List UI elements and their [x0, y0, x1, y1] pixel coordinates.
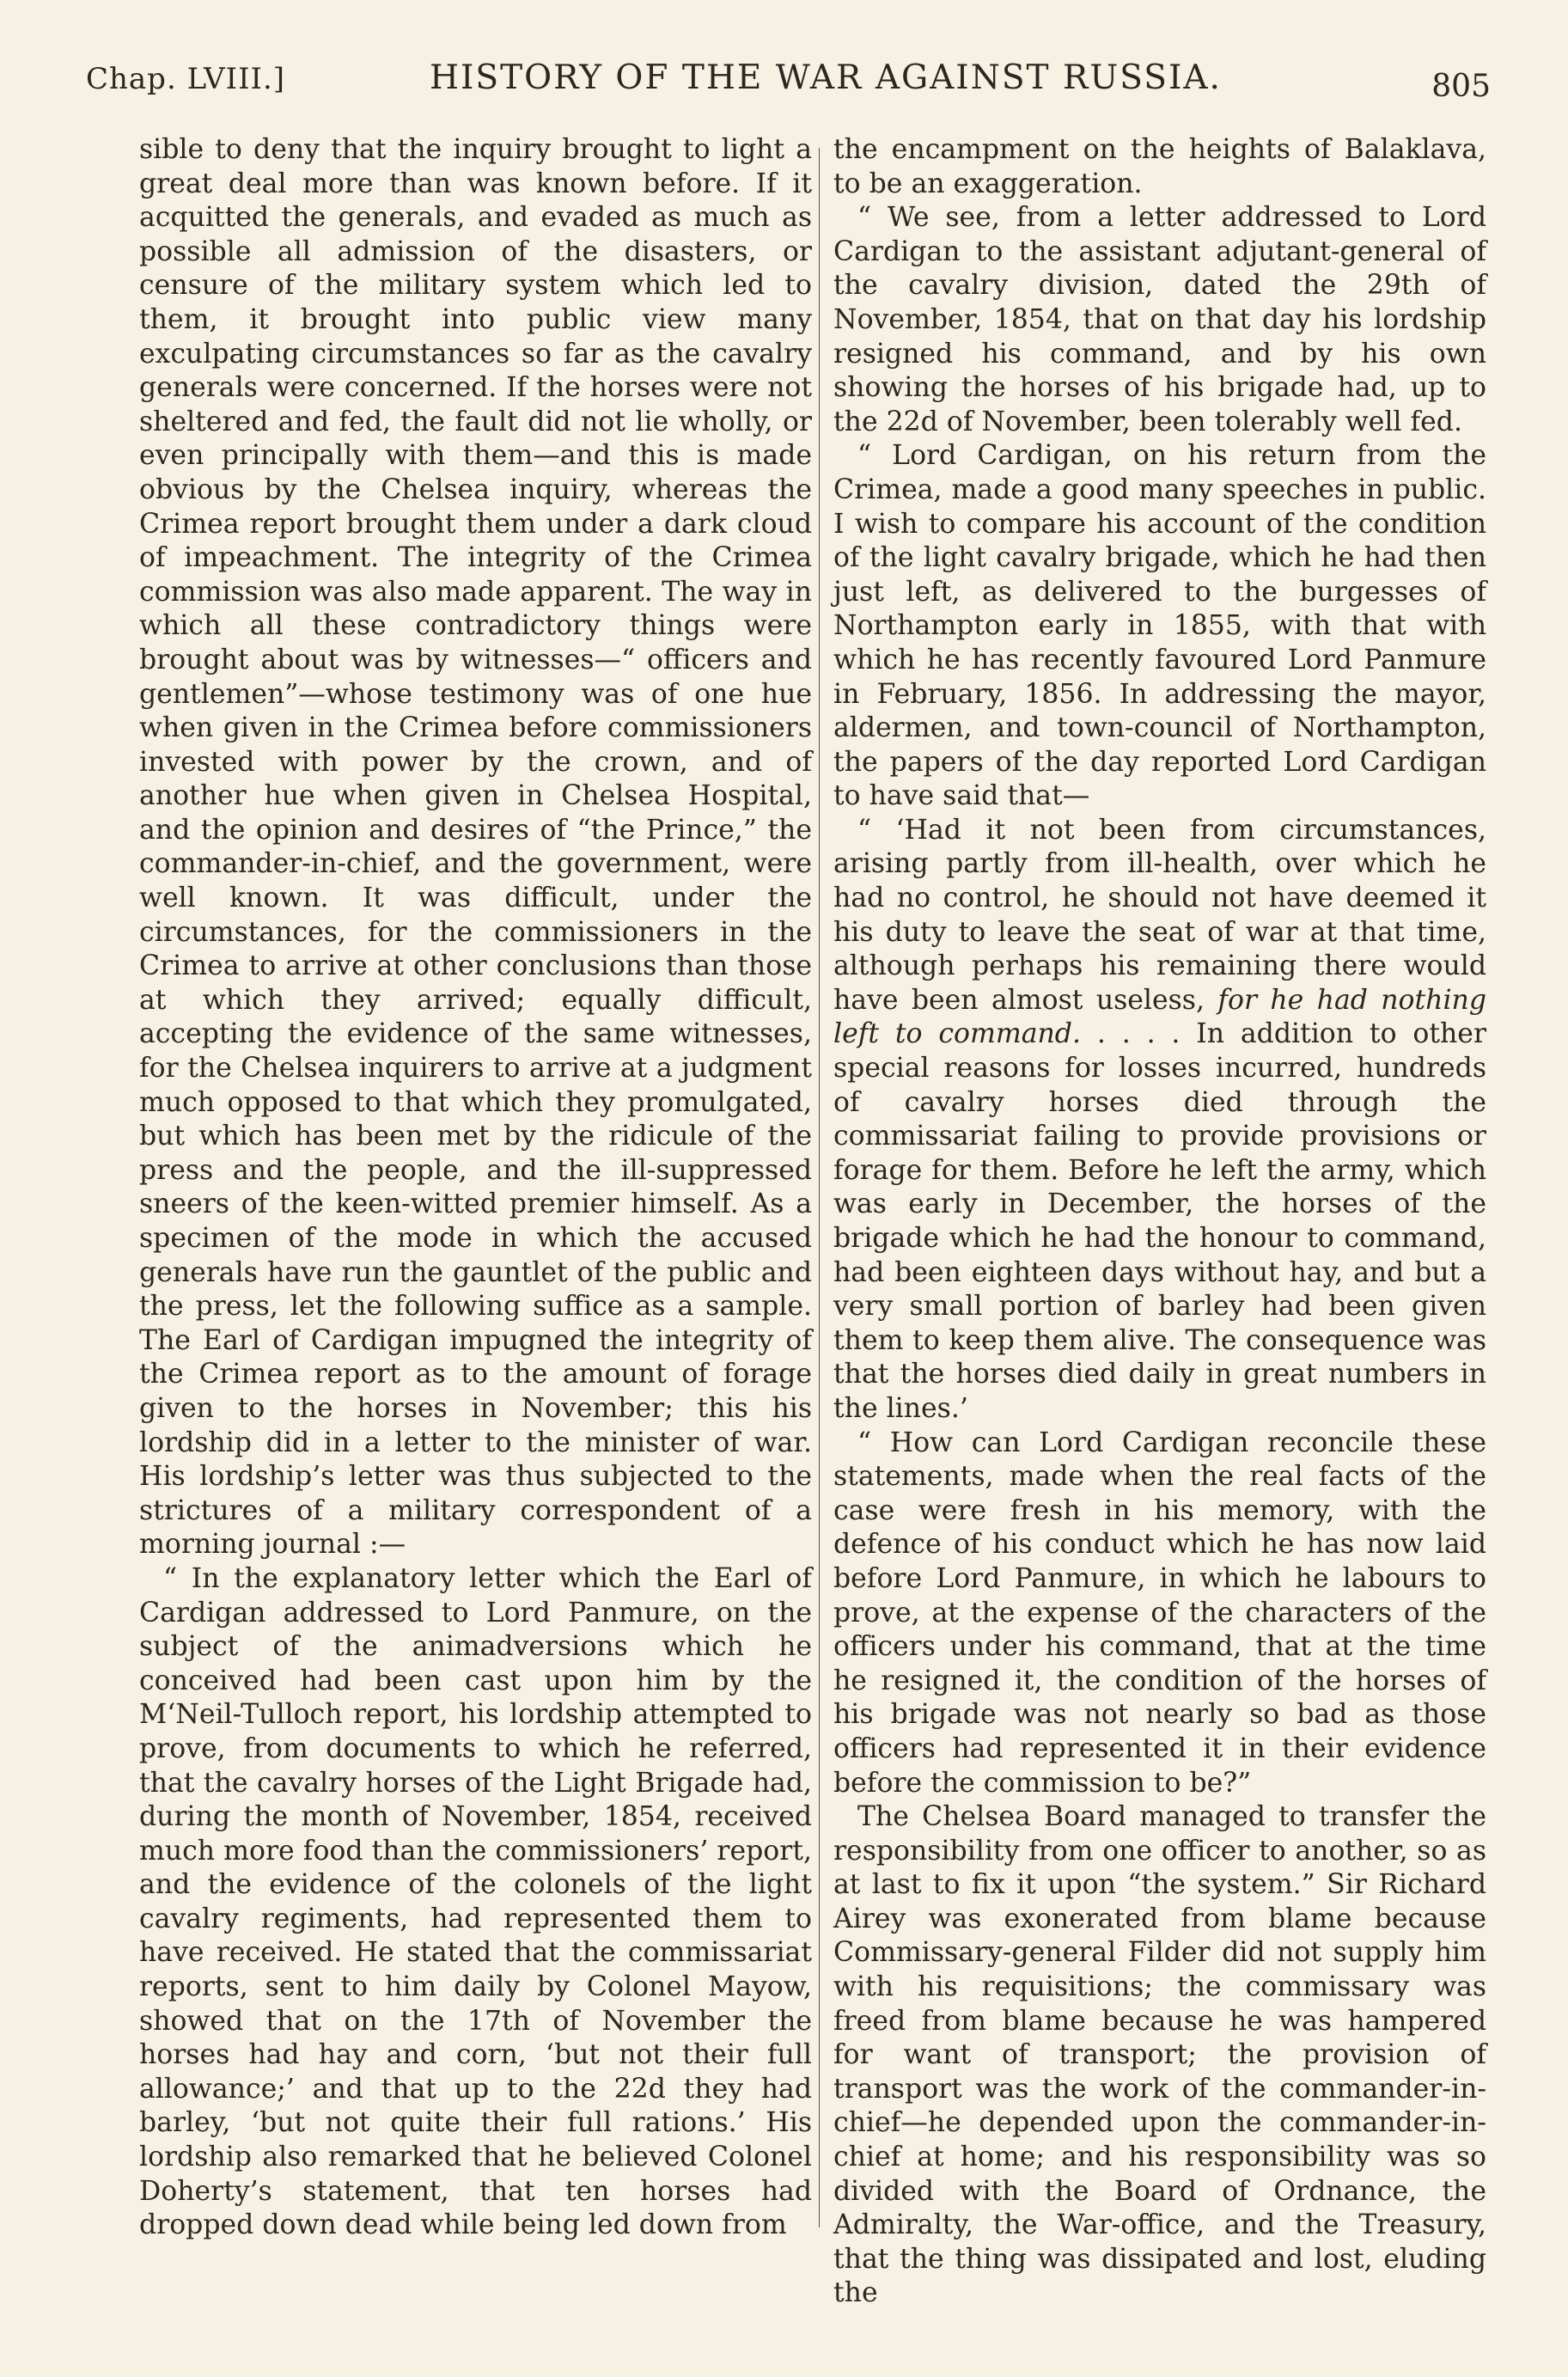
paragraph: the encampment on the heights of Balaklava, to be an exaggeration.	[833, 134, 1486, 199]
chapter-label: Chap. LVIII.]	[86, 62, 286, 96]
paragraph: “ In the explanatory letter which the Earl of Cardigan addressed to Lord Panmure, on the subject of the animadversions which he conceived had been cast upon him by the M‘Neil-Tulloch report, his lordship attempted to prove, from documents to which he referred, that the cavalry horses of the Light Brigade had, during the month of November, 1854, received much more food than the commissioners’ report, and the evidence of the colonels of the light cavalry regiments, had represented them to have received. He stated that the commissariat reports, sent to him daily by Colonel Mayow, showed that on the 17th of November the horses had hay and corn, ‘but not their full allowance;’ and that up to the 22d they had barley, ‘but not quite their full rations.’ His lordship also remarked that he believed Colonel Doherty’s statement, that ten horses had dropped down dead while being led down from	[139, 1562, 812, 2241]
paragraph: sible to deny that the inquiry brought to light a great deal more than was known before. If it acquitted the generals, and evaded as much as possible all admission of the disasters, or censure of the military system which led to them, it brought into public view many exculpating circumstances so far as the cavalry generals were concerned. If the horses were not sheltered and fed, the fault did not lie wholly, or even principally with them—and this is made obvious by the Chelsea inquiry, whereas the Crimea report brought them under a dark cloud of impeachment. The integrity of the Crimea commission was also made apparent. The way in which all these contradictory things were brought about was by witnesses—“ officers and gentlemen”—whose testimony was of one hue when given in the Crimea before commissioners invested with power by the crown, and of another hue when given in Chelsea Hospital, and the opinion and desires of “the Prince,” the commander-in-chief, and the government, were well known. It was difficult, under the circumstances, for the commissioners in the Crimea to arrive at other conclusions than those at which they arrived; equally difficult, accepting the evidence of the same witnesses, for the Chelsea inquirers to arrive at a judgment much opposed to that which they promulgated, but which has been met by the ridicule of the press and the people, and the ill-suppressed sneers of the keen-witted premier himself. As a specimen of the mode in which the accused generals have run the gauntlet of the public and the press, let the following suffice as a sample. The Earl of Cardigan impugned the integrity of the Crimea report as to the amount of forage given to the horses in November; this his lordship did in a letter to the minister of war. His lordship’s letter was thus subjected to the strictures of a military correspondent of a morning journal :—	[139, 134, 812, 1561]
paragraph	[833, 814, 1486, 1427]
running-head	[86, 53, 1491, 113]
paragraph: “ How can Lord Cardigan reconcile these statements, made when the real facts of the case were fresh in his memory, with the defence of his conduct which he has now laid before Lord Panmure, in which he labours to prove, at the expense of the characters of the officers under his command, that at the time he resigned it, the condition of the horses of his brigade was not nearly so bad as those officers had represented it in their evidence before the commission to be?”	[833, 1427, 1486, 1799]
column-divider	[819, 148, 820, 2227]
quote-text: “ ‘Had it not been from circumstances, arising partly from ill-health, over which he had no control, he should not have deemed it his duty to leave the seat of war at that time, although perhaps his remaining there would have been almost useless,	[833, 814, 1486, 1016]
right-column	[833, 133, 1486, 2311]
page-number: 805	[1431, 69, 1491, 104]
quote-text: . . . . In addition to other special reasons for losses incurred, hundreds of cavalry horses died through the commissariat failing to provide provisions or forage for them. Before he left the army, which was early in December, the horses of the brigade which he had the honour to command, had been eighteen days without hay, and but a very small portion of barley had been given them to keep them alive. The consequence was that the horses died daily in great numbers in the lines.’	[833, 1018, 1486, 1424]
italic-quote: for he had nothing left to command.	[833, 984, 1486, 1050]
paragraph: The Chelsea Board managed to transfer the responsibility from one officer to another, so as at last to fix it upon “the system.” Sir Richard Airey was exonerated from blame because Commissary-general Filder did not supply him with his requisitions; the commissary was freed from blame because he was hampered for want of transport; the provision of transport was the work of the commander-in-chief—he depended upon the commander-in-chief at home; and his responsibility was so divided with the Board of Ordnance, the Admiralty, the War-office, and the Treasury, that the thing was dissipated and lost, eluding the	[833, 1801, 1486, 2309]
left-column	[139, 133, 812, 2243]
running-title: HISTORY OF THE WAR AGAINST RUSSIA.	[430, 58, 1222, 97]
paragraph: “ Lord Cardigan, on his return from the Crimea, made a good many speeches in public. I wish to compare his account of the condition of the light cavalry brigade, which he had then just left, as delivered to the burgesses of Northampton early in 1855, with that with which he has recently favoured Lord Panmure in February, 1856. In addressing the mayor, aldermen, and town-council of Northampton, the papers of the day reported Lord Cardigan to have said that—	[833, 440, 1486, 812]
paragraph: “ We see, from a letter addressed to Lord Cardigan to the assistant adjutant-general of the cavalry division, dated the 29th of November, 1854, that on that day his lordship resigned his command, and by his own showing the horses of his brigade had, up to the 22d of November, been tolerably well fed.	[833, 202, 1486, 437]
